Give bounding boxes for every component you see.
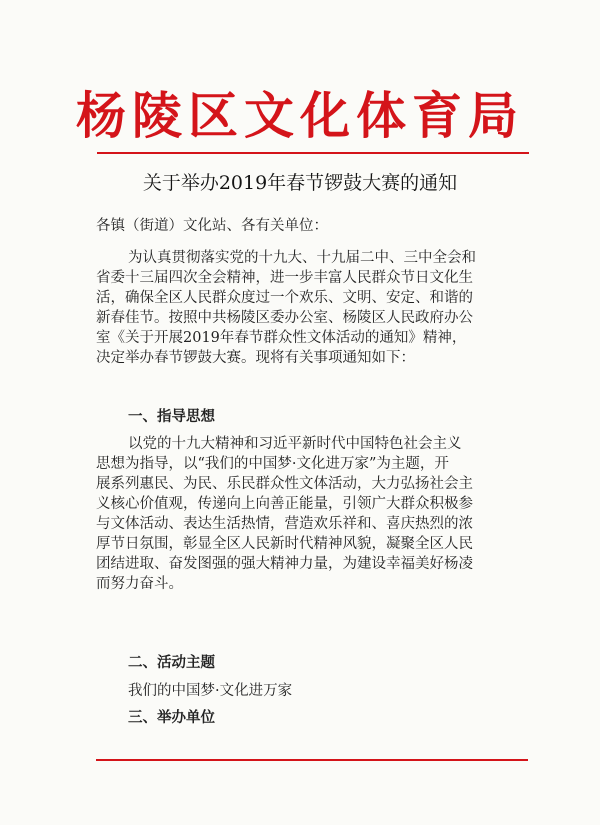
paragraph-line: 省委十三届四次全会精神，进一步丰富人民群众节日文化生 [96, 270, 473, 286]
paragraph-guiding-ideology [96, 434, 536, 594]
paragraph-line: 活，确保全区人民群众度过一个欢乐、文明、安定、和谐的 [96, 290, 473, 306]
paragraph-line: 团结进取、奋发图强的强大精神力量，为建设幸福美好杨凌 [96, 556, 473, 572]
paragraph-line: 室《关于开展2019年春节群众性文体活动的通知》精神， [96, 330, 467, 346]
section-heading-guiding-ideology: 一、指导思想 [128, 408, 215, 425]
paragraph-line: 为认真贯彻落实党的十九大、十九届二中、三中全会和 [128, 250, 476, 266]
letterhead-rule [97, 152, 529, 154]
paragraph-line: 新春佳节。按照中共杨陵区委办公室、杨陵区人民政府办公 [96, 310, 473, 326]
addressee: 各镇（街道）文化站、各有关单位： [96, 218, 328, 234]
paragraph-intro [96, 248, 536, 368]
paragraph-line: 与文体活动、表达生活热情，营造欢乐祥和、喜庆热烈的浓 [96, 516, 473, 532]
document-title: 关于举办2019年春节锣鼓大赛的通知 [142, 172, 458, 194]
paragraph-line: 展系列惠民、为民、乐民群众性文体活动，大力弘扬社会主 [96, 476, 473, 492]
paragraph-line: 而努力奋斗。 [96, 576, 183, 592]
section-heading-organizers: 三、举办单位 [128, 709, 215, 726]
paragraph-line: 厚节日氛围，彰显全区人民新时代精神风貌，凝聚全区人民 [96, 536, 473, 552]
agency-letterhead: 杨陵区文化体育局 [76, 86, 524, 145]
footer-rule [96, 759, 528, 761]
section-heading-theme: 二、活动主题 [128, 654, 215, 671]
paragraph-line: 义核心价值观，传递向上向善正能量，引领广大群众积极参 [96, 496, 473, 512]
paragraph-line: 思想为指导，以“我们的中国梦·文化进万家”为主题，开 [96, 456, 449, 472]
paragraph-line: 以党的十九大精神和习近平新时代中国特色社会主义 [128, 436, 462, 452]
paragraph-line: 决定举办春节锣鼓大赛。现将有关事项通知如下： [96, 350, 415, 366]
activity-theme: 我们的中国梦·文化进万家 [128, 683, 293, 699]
